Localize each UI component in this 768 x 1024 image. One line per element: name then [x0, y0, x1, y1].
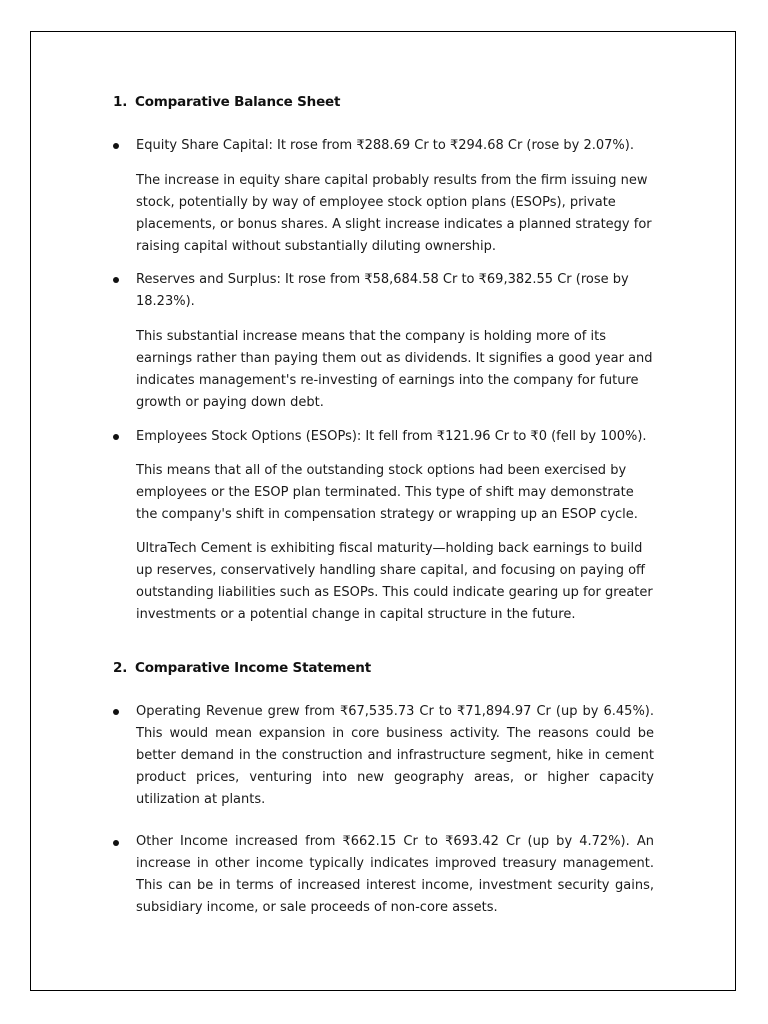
bullet-esops: Employees Stock Options (ESOPs): It fell from ₹121.96 Cr to ₹0 (fell by 100%).	[136, 429, 647, 444]
paragraph-reserves-explanation: This substantial increase means that the company is holding more of its earnings rather than paying them out as dividends. It signifies a good year and indicates management's re-investing of earnings into the company for future growth or paying down debt.	[136, 329, 653, 410]
bullet-marker	[113, 840, 119, 846]
bullet-marker	[113, 709, 119, 715]
section-title: Comparative Balance Sheet	[135, 94, 341, 110]
bullet-marker	[113, 277, 119, 283]
bullet-operating-revenue: Operating Revenue grew from ₹67,535.73 Cr to ₹71,894.97 Cr (up by 6.45%). This would mean expansion in core business activity. The reasons could be better demand in the construction and infrastructure segment, hike in cement product prices, venturing into new geography areas, or higher capacity utilization at plants.	[136, 704, 654, 807]
bullet-equity-share-capital: Equity Share Capital: It rose from ₹288.69 Cr to ₹294.68 Cr (rose by 2.07%).	[136, 138, 634, 153]
bullet-marker	[113, 143, 119, 149]
paragraph-equity-explanation: The increase in equity share capital probably results from the firm issuing new stock, potentially by way of employee stock option plans (ESOPs), private placements, or bonus shares. A slight increase indicates a planned strategy for raising capital without substantially diluting ownership.	[136, 173, 652, 254]
bullet-reserves-surplus: Reserves and Surplus: It rose from ₹58,684.58 Cr to ₹69,382.55 Cr (rose by 18.23%).	[136, 272, 629, 309]
bullet-marker	[113, 434, 119, 440]
section-heading-income-statement	[113, 660, 371, 676]
paragraph-esops-explanation: This means that all of the outstanding stock options had been exercised by employees or the ESOP plan terminated. This type of shift may demonstrate the company's shift in compensation strategy or wrapping up an ESOP cycle.	[136, 463, 638, 522]
section-title: Comparative Income Statement	[135, 660, 371, 676]
section-number: 2.	[113, 660, 128, 676]
paragraph-balance-sheet-conclusion: UltraTech Cement is exhibiting fiscal maturity—holding back earnings to build up reserves, conservatively handling share capital, and focusing on paying off outstanding liabilities such as ESOPs. This could indicate gearing up for greater investments or a potential change in capital structure in the future.	[136, 541, 653, 622]
bullet-other-income: Other Income increased from ₹662.15 Cr to ₹693.42 Cr (up by 4.72%). An increase in other income typically indicates improved treasury management. This can be in terms of increased interest income, investment security gains, subsidiary income, or sale proceeds of non-core assets.	[136, 834, 654, 915]
section-heading-balance-sheet	[113, 94, 340, 110]
section-number: 1.	[113, 94, 128, 110]
